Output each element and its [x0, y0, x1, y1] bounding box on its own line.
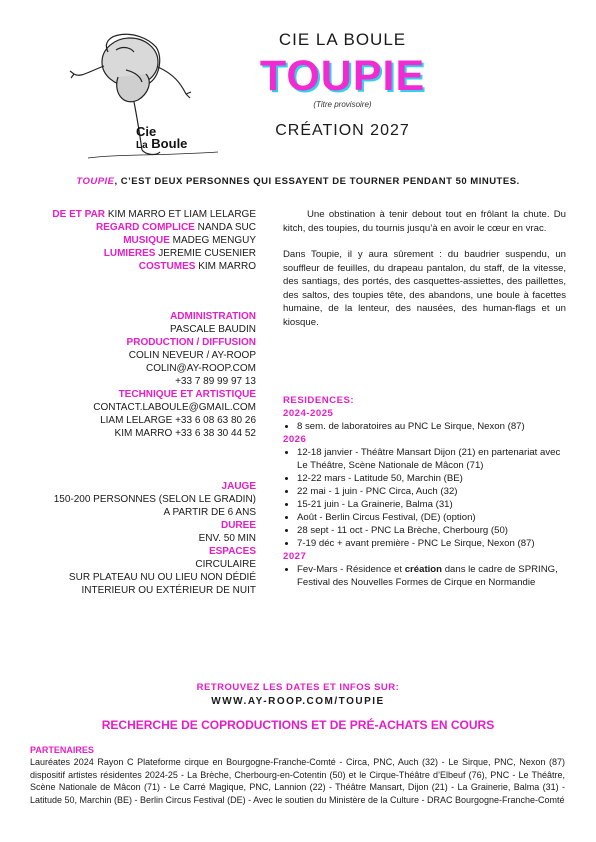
credit-label: MUSIQUE — [123, 235, 170, 246]
show-title: TOUPIE — [259, 52, 426, 100]
show-subtitle: (Titre provisoire) — [313, 100, 372, 109]
credit-value: NANDA SUC — [197, 222, 256, 233]
residence-list — [283, 563, 566, 589]
duree-label: DUREE — [220, 520, 256, 531]
admin-value: PASCALE BAUDIN — [170, 324, 256, 335]
residence-item-bold: création — [404, 564, 443, 575]
residence-year: 2024-2025 — [283, 408, 334, 419]
residence-list — [283, 446, 566, 550]
company-name: CIE LA BOULE — [278, 30, 407, 49]
credit-line — [10, 208, 256, 221]
tagline-title: TOUPIE — [76, 176, 115, 187]
jauge-label: JAUGE — [221, 481, 256, 492]
residence-item: • 7-19 déc + avant première - PNC Le Sirque, Nexon (87) — [297, 537, 566, 550]
credit-value: KIM MARRO ET LIAM LELARGE — [107, 209, 256, 220]
production-label: PRODUCTION / DIFFUSION — [126, 337, 256, 348]
espaces-value: CIRCULAIRE — [195, 559, 256, 570]
credit-line — [10, 260, 256, 273]
credit-label: REGARD COMPLICE — [95, 222, 195, 233]
espaces-value: INTERIEUR OU EXTÉRIEUR DE NUIT — [81, 585, 256, 596]
residence-item: • 15-21 juin - La Grainerie, Balma (31) — [297, 498, 566, 511]
company-logo-illustration — [68, 22, 228, 164]
logo-word-cie: Cie — [136, 124, 157, 139]
technical-phone: LIAM LELARGE +33 6 08 63 80 26 — [100, 415, 256, 426]
residence-item: • 12-18 janvier - Théâtre Mansart Dijon (21) en partenariat avec Le Théâtre, Scène Nationale de Mâcon (71) — [297, 446, 566, 472]
jauge-value: A PARTIR DE 6 ANS — [163, 507, 256, 518]
coproductions-heading: RECHERCHE DE COPRODUCTIONS ET DE PRÉ-ACHATS EN COURS — [101, 718, 495, 732]
technical-label: TECHNIQUE ET ARTISTIQUE — [118, 389, 256, 400]
residence-item: • 12-22 mars - Latitude 50, Marchin (BE) — [297, 472, 566, 485]
credits-block — [10, 208, 256, 273]
residence-item: • 22 mai - 1 juin - PNC Circa, Auch (32) — [297, 485, 566, 498]
credit-value: JEREMIE CUSENIER — [158, 248, 256, 259]
credit-line — [10, 234, 256, 247]
dates-info-label: RETROUVEZ LES DATES ET INFOS SUR: — [196, 682, 400, 693]
technical-phone: KIM MARRO +33 6 38 30 44 52 — [114, 428, 256, 439]
production-email-link[interactable]: COLIN@AY-ROOP.COM — [146, 363, 256, 374]
contacts-block — [10, 310, 256, 440]
production-phone: +33 7 89 99 97 13 — [175, 376, 256, 387]
website-link[interactable]: WWW.AY-ROOP.COM/TOUPIE — [211, 696, 385, 707]
description-paragraph: Dans Toupie, il y aura sûrement : du baudrier suspendu, un souffleur de feuilles, du drapeau pantalon, du staff, de la vitesse, des santiags, des portés, des casquettes-assiettes, des paillettes, des saltos, des toupies tête, des abandons, une boule à facettes humaine, de la lenteur, des nausées, des human-flags et un kiosque. — [283, 249, 566, 328]
logo-word-boule: Boule — [151, 136, 188, 151]
residence-item: • Août - Berlin Circus Festival, (DE) (option) — [297, 511, 566, 524]
espaces-label: ESPACES — [208, 546, 256, 557]
description — [283, 208, 566, 329]
partners-label: PARTENAIRES — [30, 745, 94, 755]
credit-value: KIM MARRO — [198, 261, 256, 272]
admin-label: ADMINISTRATION — [170, 311, 256, 322]
credit-label: COSTUMES — [138, 261, 196, 272]
residence-item: • 28 sept - 11 oct - PNC La Brèche, Cherbourg (50) — [297, 524, 566, 537]
description-paragraph: Une obstination à tenir debout tout en frôlant la chute. Du kitch, des toupies, du tournis jusqu’à en avoir le cœur en vrac. — [283, 209, 566, 234]
credit-value: MADEG MENGUY — [172, 235, 256, 246]
credit-label: DE ET PAR — [52, 209, 106, 220]
logo-text — [136, 126, 187, 152]
residence-item-text: dans le cadre de SPRING, Festival des Nouvelles Formes de Cirque en Normandie — [297, 564, 558, 588]
espaces-value: SUR PLATEAU NU OU LIEU NON DÉDIÉ — [68, 572, 256, 583]
technical-email-link[interactable]: CONTACT.LABOULE@GMAIL.COM — [93, 402, 256, 413]
partners-text: Lauréates 2024 Rayon C Plateforme cirque en Bourgogne-Franche-Comté - Circa, PNC, Auch (32) - Le Sirque, PNC, Nexon (87) dispositif artistes résidentes 2024-25 - La Brèche, Cherbourg-en-Cotentin (50) et le Cirque-Théâtre d’Elbeuf (76), PNC - Le Théâtre, Scène Nationale de Mâcon (71) - Le Carré Magique, PNC, Lannion (22) - Théâtre Mansart, Dijon (21) - La Grainerie, Balma (31) - Latitude 50, Marchin (BE) - Berlin Circus Festival (DE) - Avec le soutien du Ministère de la Culture - DRAC Bourgogne-Franche-Comté — [30, 757, 565, 805]
residences-block — [283, 394, 566, 589]
credit-line — [10, 247, 256, 260]
residence-item: • 8 sem. de laboratoires au PNC Le Sirque, Nexon (87) — [297, 420, 566, 433]
credit-label: LUMIERES — [103, 248, 156, 259]
duree-value: ENV. 50 MIN — [198, 533, 256, 544]
residence-year: 2026 — [283, 434, 307, 445]
residences-label: RESIDENCES: — [283, 395, 355, 406]
creation-year: CRÉATION 2027 — [275, 122, 410, 139]
residence-item — [297, 563, 566, 589]
specs-block — [10, 480, 256, 597]
tagline — [20, 176, 576, 187]
production-line: COLIN NEVEUR / AY-ROOP — [128, 350, 256, 361]
residence-year: 2027 — [283, 551, 307, 562]
tagline-text: , C’EST DEUX PERSONNES QUI ESSAYENT DE TOURNER PENDANT 50 MINUTES. — [114, 176, 520, 187]
jauge-value: 150-200 PERSONNES (SELON LE GRADIN) — [53, 494, 256, 505]
residence-list — [283, 420, 566, 433]
credit-line — [10, 221, 256, 234]
logo-word-la: La — [136, 140, 148, 151]
residence-item-text: Fev-Mars - Résidence et — [297, 564, 405, 575]
